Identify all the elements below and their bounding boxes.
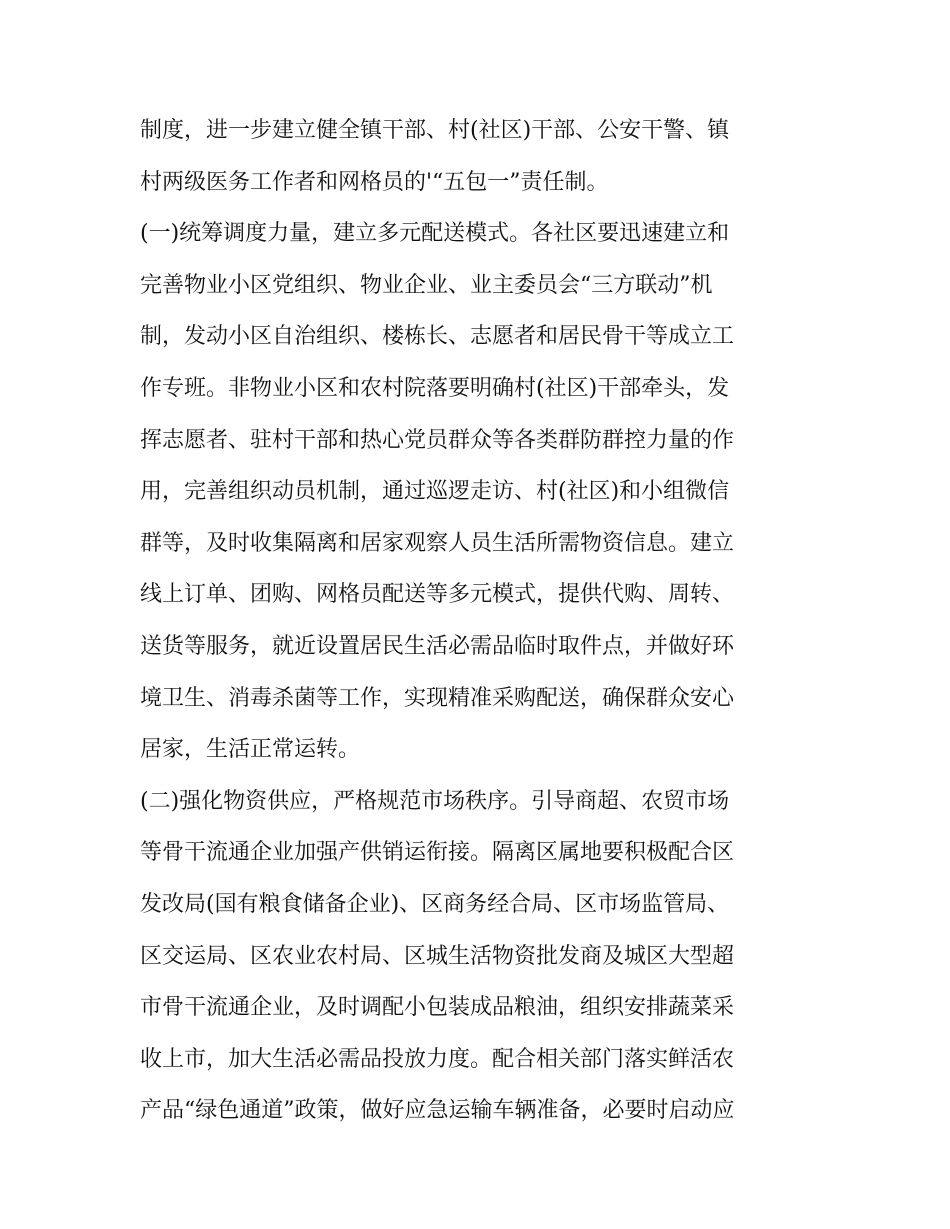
- text-line: (二)强化物资供应，严格规范市场秩序。引导商超、农贸市场: [140, 788, 730, 814]
- text-line: 完善物业小区党组织、物业企业、业主委员会“三方联动”机: [140, 272, 713, 298]
- text-line: 居家，生活正常运转。: [140, 737, 361, 763]
- text-line: 等骨干流通企业加强产供销运衔接。隔离区属地要积极配合区: [140, 840, 735, 866]
- text-line: 发改局(国有粮食储备企业)、区商务经合局、区市场监管局、: [140, 891, 730, 917]
- text-line: 群等，及时收集隔离和居家观察人员生活所需物资信息。建立: [140, 530, 735, 556]
- text-line: 收上市，加大生活必需品投放力度。配合相关部门落实鲜活农: [140, 1046, 735, 1072]
- text-line: 制度，进一步建立健全镇干部、村(社区)干部、公安干警、镇: [140, 118, 730, 143]
- text-line: 区交运局、区农业农村局、区城生活物资批发商及城区大型超: [140, 943, 735, 969]
- text-line: 线上订单、团购、网格员配送等多元模式，提供代购、周转、: [140, 582, 735, 608]
- text-line: 制，发动小区自治组织、楼栋长、志愿者和居民骨干等成立工: [140, 324, 735, 350]
- text-line: 送货等服务，就近设置居民生活必需品临时取件点，并做好环: [140, 633, 735, 659]
- text-line: 挥志愿者、驻村干部和热心党员群众等各类群防群控力量的作: [140, 427, 735, 453]
- text-line: 市骨干流通企业，及时调配小包装成品粮油，组织安排蔬菜采: [140, 995, 735, 1021]
- text-line: 村两级医务工作者和网格员的'“五包一”责任制。: [140, 169, 609, 195]
- text-line: 产品“绿色通道”政策，做好应急运输车辆准备，必要时启动应: [140, 1098, 735, 1124]
- text-line: 境卫生、消毒杀菌等工作，实现精准采购配送，确保群众安心: [140, 685, 735, 711]
- text-line: 作专班。非物业小区和农村院落要明确村(社区)干部牵头，发: [140, 375, 730, 401]
- text-line: (一)统筹调度力量，建立多元配送模式。各社区要迅速建立和: [140, 221, 730, 247]
- body-text: [140, 105, 820, 1137]
- text-line: 用，完善组织动员机制，通过巡逻走访、村(社区)和小组微信: [140, 479, 730, 505]
